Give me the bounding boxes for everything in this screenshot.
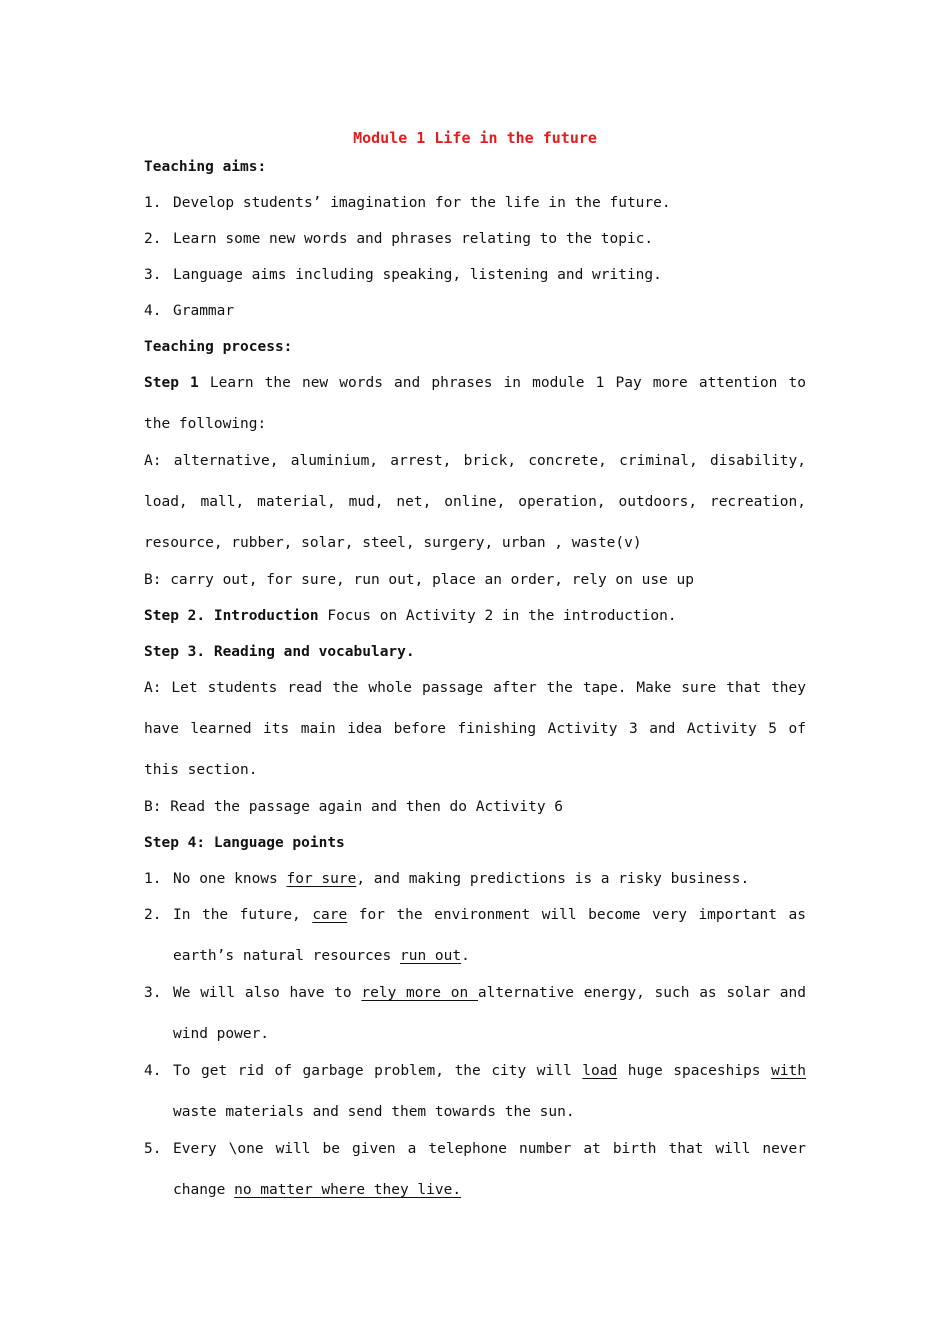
aim-number: 1.: [144, 195, 162, 211]
aim-number: 4.: [144, 303, 162, 319]
point-text-part: In the future,: [173, 907, 313, 923]
step1-list-a: A: alternative, aluminium, arrest, brick, concrete, criminal, disability, load, mall, material, mud, net, online, operation, outdoors, recreation, resource, rubber, solar, steel, surgery, urban , waste(v): [144, 453, 806, 551]
aim-text: Language aims including speaking, listening and writing.: [173, 267, 662, 283]
language-point: [144, 973, 806, 1055]
step1-paragraph: [144, 363, 806, 445]
point-text-part: alternative energy, such as solar and wind power.: [173, 985, 806, 1042]
point-text-part: huge spaceships: [617, 1063, 772, 1079]
step3-a: A: Let students read the whole passage after the tape. Make sure that they have learned its main idea before finishing Activity 3 and Activity 5 of this section.: [144, 680, 806, 778]
aim-item: [144, 228, 806, 250]
underlined-phrase: rely more on: [361, 985, 478, 1001]
point-text: [173, 973, 806, 1055]
underlined-phrase: load: [582, 1063, 618, 1079]
aim-item: [144, 192, 806, 214]
underlined-phrase: run out: [399, 948, 462, 964]
point-text-part: Every \one will be given a telephone number at birth that will never change: [173, 1141, 806, 1198]
aim-item: [144, 264, 806, 286]
point-text-part: , and making predictions is a risky business.: [356, 871, 750, 887]
aim-text: Develop students’ imagination for the life in the future.: [173, 195, 671, 211]
point-text: [173, 1051, 806, 1133]
step1-text: Learn the new words and phrases in module 1 Pay more attention to the following:: [144, 375, 806, 432]
step3-b: B: Read the passage again and then do Activity 6: [144, 799, 564, 815]
step1-label: Step 1: [144, 375, 199, 391]
step1-list-b: B: carry out, for sure, run out, place an order, rely on use up: [144, 572, 694, 588]
aim-number: 3.: [144, 267, 162, 283]
point-number: 3.: [144, 985, 162, 1001]
point-number: 2.: [144, 907, 162, 923]
aim-number: 2.: [144, 231, 162, 247]
step2-text: Focus on Activity 2 in the introduction.: [318, 608, 677, 624]
point-text: [173, 895, 806, 977]
point-number: 5.: [144, 1141, 162, 1157]
point-text-part: No one knows: [173, 871, 287, 887]
language-point: [144, 1051, 806, 1133]
underlined-phrase: with: [771, 1063, 807, 1079]
point-text: [173, 1129, 806, 1211]
point-text-part: We will also have to: [173, 985, 362, 1001]
teaching-process-heading: Teaching process:: [144, 339, 293, 355]
step2-label: Step 2. Introduction: [144, 608, 319, 624]
step4-label: Step 4: Language points: [144, 835, 345, 851]
point-text-part: .: [461, 948, 470, 964]
underlined-phrase: for sure: [286, 871, 357, 887]
point-number: 4.: [144, 1063, 162, 1079]
teaching-aims-heading: Teaching aims:: [144, 159, 267, 175]
language-point: [144, 868, 806, 890]
language-point: [144, 1129, 806, 1211]
aim-text: Grammar: [173, 303, 235, 319]
underlined-phrase: care: [312, 907, 348, 923]
step3-label: Step 3. Reading and vocabulary.: [144, 644, 415, 660]
point-text-part: waste materials and send them towards the sun.: [173, 1104, 575, 1120]
point-text: [173, 868, 806, 890]
document-title: Module 1 Life in the future: [353, 129, 597, 147]
underlined-phrase: no matter where they live.: [234, 1182, 462, 1198]
document-page: [144, 124, 806, 1216]
point-number: 1.: [144, 871, 162, 887]
aim-text: Learn some new words and phrases relating to the topic.: [173, 231, 654, 247]
aim-item: [144, 300, 806, 322]
step2-paragraph: [144, 605, 806, 627]
language-point: [144, 895, 806, 977]
point-text-part: for the environment will become very important as earth’s natural resources: [173, 907, 806, 964]
point-text-part: To get rid of garbage problem, the city will: [173, 1063, 583, 1079]
